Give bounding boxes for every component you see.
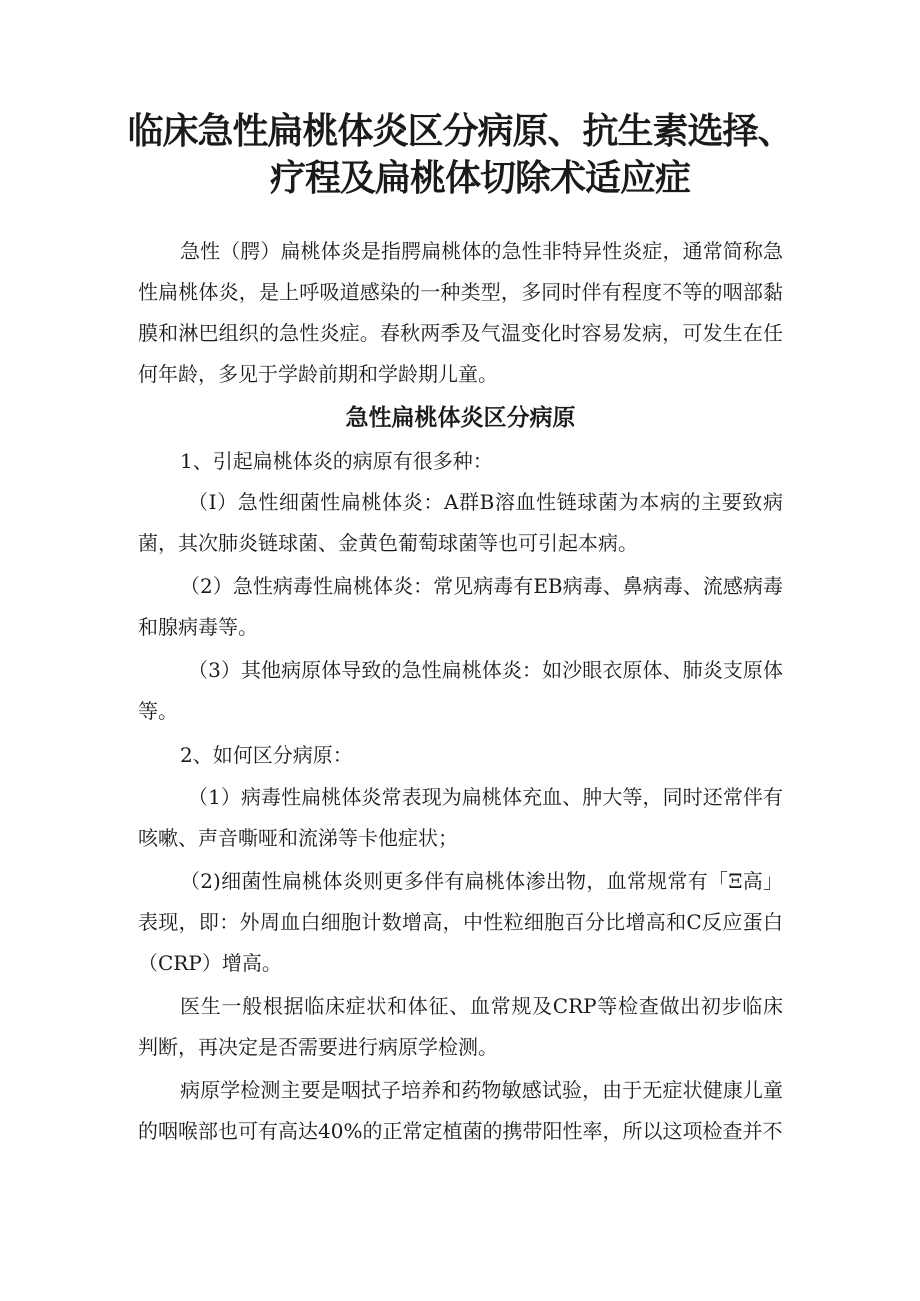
point-1-heading: 1、引起扁桃体炎的病原有很多种： [180,449,493,473]
pathogen-test-paragraph: 病原学检测主要是咽拭子培养和药物敏感试验，由于无症状健康儿童的咽喉部也可有高达40%的正常定植菌的携带阳性率，所以这项检查并不 [138,1078,783,1143]
intro-paragraph: 急性（腭）扁桃体炎是指腭扁桃体的急性非特异性炎症，通常简称急性扁桃体炎，是上呼吸道感染的一种类型，多同时伴有程度不等的咽部黏膜和淋巴组织的急性炎症。春秋两季及气温变化时容易发病，可发生在任何年龄，多见于学龄前期和学龄期儿童。 [138,239,783,386]
point-1-item-1: （I）急性细菌性扁桃体炎：A群B溶血性链球菌为本病的主要致病菌，其次肺炎链球菌、金黄色葡萄球菌等也可引起本病。 [138,490,783,555]
doctor-judgement-paragraph: 医生一般根据临床症状和体征、血常规及CRP等检查做出初步临床判断，再决定是否需要进行病原学检测。 [138,994,783,1059]
document-title-line-2: 疗程及扁桃体切除术适应症 [269,158,690,199]
point-2-item-2: （2)细菌性扁桃体炎则更多伴有扁桃体渗出物，血常规常有「Ξ高」表现，即：外周血白细胞计数增高，中性粒细胞百分比增高和C反应蛋白（CRP）增高。 [138,869,783,975]
point-2-heading: 2、如何区分病原： [180,743,353,767]
document-title-line-1: 临床急性扁桃体炎区分病原、抗生素选择、 [127,111,793,152]
section-heading: 急性扁桃体炎区分病原 [345,405,576,431]
point-2-item-1: （1）病毒性扁桃体炎常表现为扁桃体充血、肿大等，同时还常伴有咳嗽、声音嘶哑和流涕等卡他症状； [138,785,783,850]
point-1-item-2: （2）急性病毒性扁桃体炎：常见病毒有EB病毒、鼻病毒、流感病毒和腺病毒等。 [138,574,783,639]
point-1-item-3: （3）其他病原体导致的急性扁桃体炎：如沙眼衣原体、肺炎支原体等。 [138,658,783,723]
